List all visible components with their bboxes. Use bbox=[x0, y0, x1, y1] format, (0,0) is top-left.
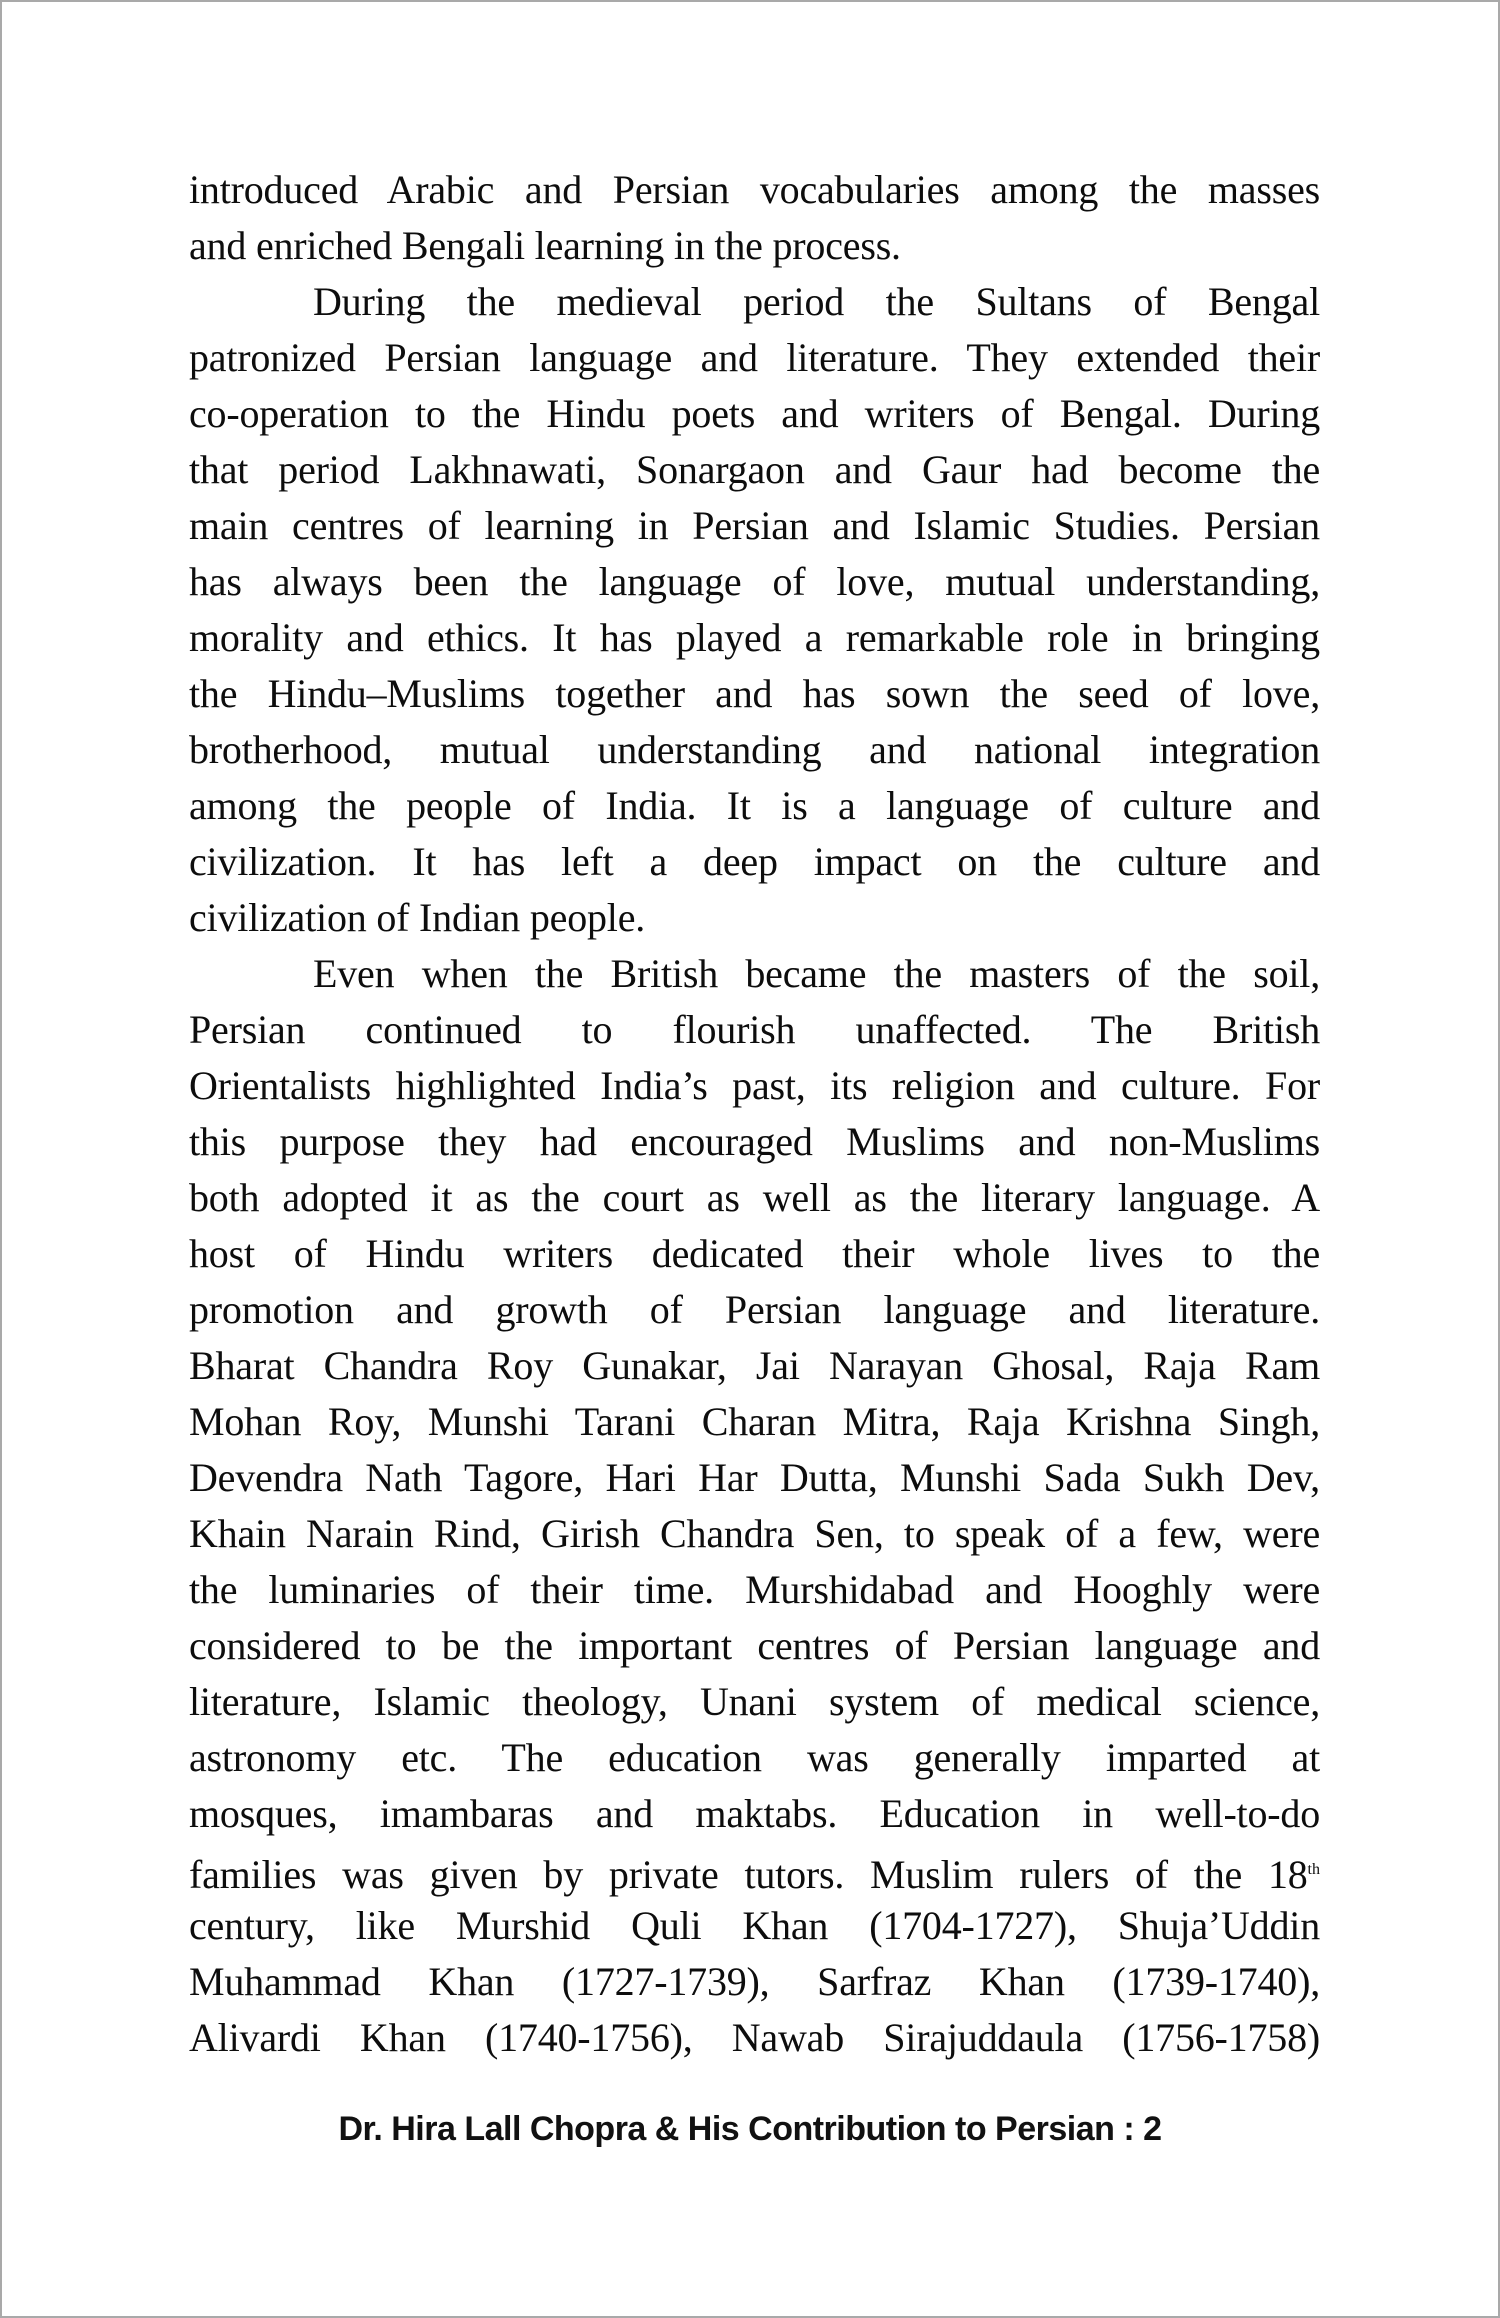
text-segment: Mohan Roy, Munshi Tarani Charan Mitra, Raja Krishna Singh, bbox=[189, 1399, 1320, 1444]
text-segment: Khain Narain Rind, Girish Chandra Sen, to speak of a few, were bbox=[189, 1511, 1320, 1556]
text-segment: morality and ethics. It has played a remarkable role in bringing bbox=[189, 615, 1320, 660]
text-line bbox=[189, 1674, 1320, 1730]
text-line bbox=[189, 386, 1320, 442]
text-segment: this purpose they had encouraged Muslims and non-Muslims bbox=[189, 1119, 1320, 1164]
text-segment: host of Hindu writers dedicated their whole lives to the bbox=[189, 1231, 1320, 1276]
text-line bbox=[189, 162, 1320, 218]
text-segment: Alivardi Khan (1740-1756), Nawab Sirajuddaula (1756-1758) bbox=[189, 2015, 1320, 2060]
text-line bbox=[189, 1058, 1320, 1114]
text-line bbox=[189, 1618, 1320, 1674]
text-line bbox=[189, 834, 1320, 890]
text-line bbox=[189, 1114, 1320, 1170]
superscript-ordinal: th bbox=[1307, 1861, 1320, 1878]
text-line bbox=[189, 1170, 1320, 1226]
text-line bbox=[189, 946, 1320, 1002]
text-line bbox=[189, 1338, 1320, 1394]
text-line bbox=[189, 1954, 1320, 2010]
text-segment: has always been the language of love, mutual understanding, bbox=[189, 559, 1320, 604]
text-segment: astronomy etc. The education was generally imparted at bbox=[189, 1735, 1320, 1780]
text-segment: families was given by private tutors. Muslim rulers of the 18 bbox=[189, 1852, 1308, 1897]
text-segment: civilization. It has left a deep impact on the culture and bbox=[189, 839, 1320, 884]
text-line bbox=[189, 1730, 1320, 1786]
text-line bbox=[189, 330, 1320, 386]
text-line bbox=[189, 1394, 1320, 1450]
text-line bbox=[189, 722, 1320, 778]
text-segment: literature, Islamic theology, Unani system of medical science, bbox=[189, 1679, 1320, 1724]
text-segment: introduced Arabic and Persian vocabularies among the masses bbox=[189, 167, 1320, 212]
text-line bbox=[189, 1506, 1320, 1562]
text-segment: civilization of Indian people. bbox=[189, 895, 646, 940]
text-segment: Bharat Chandra Roy Gunakar, Jai Narayan Ghosal, Raja Ram bbox=[189, 1343, 1320, 1388]
text-segment: During the medieval period the Sultans of Bengal bbox=[313, 279, 1320, 324]
text-segment: among the people of India. It is a language of culture and bbox=[189, 783, 1320, 828]
text-line bbox=[189, 274, 1320, 330]
text-line bbox=[189, 666, 1320, 722]
text-line bbox=[189, 890, 1320, 946]
text-segment: considered to be the important centres of Persian language and bbox=[189, 1623, 1320, 1668]
text-line bbox=[189, 1282, 1320, 1338]
text-line bbox=[189, 778, 1320, 834]
text-segment: patronized Persian language and literature. They extended their bbox=[189, 335, 1320, 380]
page-footer: Dr. Hira Lall Chopra & His Contribution to Persian : 2 bbox=[338, 2110, 1162, 2148]
text-segment: the Hindu–Muslims together and has sown the seed of love, bbox=[189, 671, 1320, 716]
text-segment: Muhammad Khan (1727-1739), Sarfraz Khan (1739-1740), bbox=[189, 1959, 1320, 2004]
text-line bbox=[189, 1450, 1320, 1506]
text-segment: co-operation to the Hindu poets and writers of Bengal. During bbox=[189, 391, 1320, 436]
text-segment: promotion and growth of Persian language and literature. bbox=[189, 1287, 1320, 1332]
text-segment: mosques, imambaras and maktabs. Education in well-to-do bbox=[189, 1791, 1320, 1836]
text-segment: main centres of learning in Persian and Islamic Studies. Persian bbox=[189, 503, 1320, 548]
text-line bbox=[189, 1226, 1320, 1282]
text-line bbox=[189, 1562, 1320, 1618]
text-line bbox=[189, 498, 1320, 554]
text-line bbox=[189, 442, 1320, 498]
text-segment: Persian continued to flourish unaffected. The British bbox=[189, 1007, 1320, 1052]
text-line bbox=[189, 218, 1320, 274]
text-segment: the luminaries of their time. Murshidabad and Hooghly were bbox=[189, 1567, 1320, 1612]
text-line bbox=[189, 1002, 1320, 1058]
text-segment: Devendra Nath Tagore, Hari Har Dutta, Munshi Sada Sukh Dev, bbox=[189, 1455, 1320, 1500]
text-line bbox=[189, 1786, 1320, 1842]
text-segment: brotherhood, mutual understanding and national integration bbox=[189, 727, 1320, 772]
text-segment: Orientalists highlighted India’s past, its religion and culture. For bbox=[189, 1063, 1320, 1108]
text-line bbox=[189, 554, 1320, 610]
text-line bbox=[189, 1898, 1320, 1954]
text-line bbox=[189, 1842, 1320, 1898]
text-segment: century, like Murshid Quli Khan (1704-1727), Shuja’Uddin bbox=[189, 1903, 1320, 1948]
text-line bbox=[189, 610, 1320, 666]
text-block bbox=[189, 162, 1320, 2066]
text-segment: both adopted it as the court as well as the literary language. A bbox=[189, 1175, 1320, 1220]
text-segment: and enriched Bengali learning in the process. bbox=[189, 223, 901, 268]
text-segment: Even when the British became the masters of the soil, bbox=[313, 951, 1320, 996]
text-segment: that period Lakhnawati, Sonargaon and Gaur had become the bbox=[189, 447, 1320, 492]
text-line bbox=[189, 2010, 1320, 2066]
